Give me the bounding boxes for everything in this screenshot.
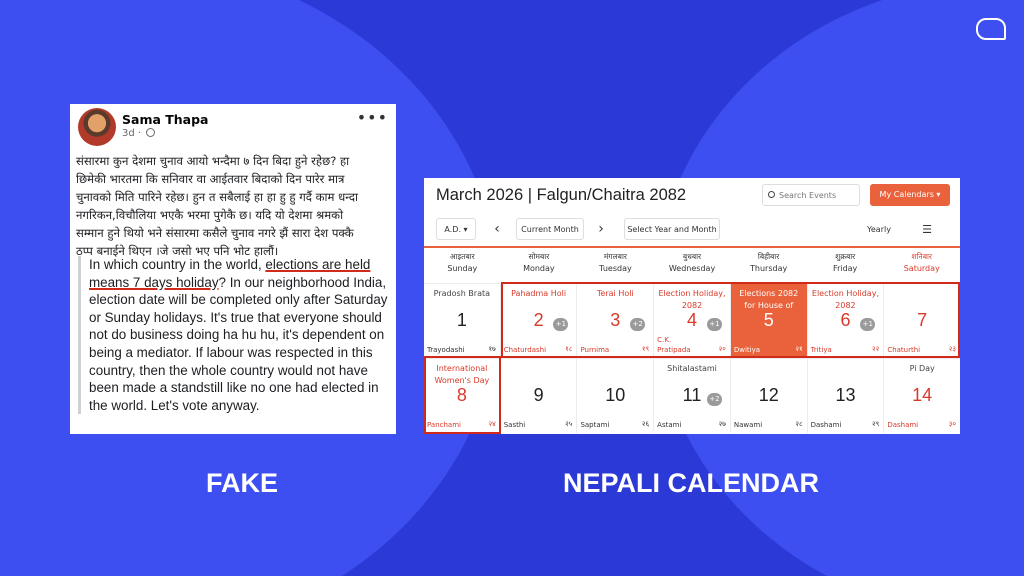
- day-bs-date: २७: [718, 420, 726, 428]
- post-translation: [78, 256, 390, 414]
- fake-label: FAKE: [206, 468, 279, 498]
- calendar-day-9[interactable]: [500, 358, 577, 433]
- weekday-tuesday: [577, 251, 654, 281]
- day-number: 8: [456, 385, 467, 405]
- weekday-np: बिहीबार: [757, 252, 780, 261]
- day-tithi: Nawami: [733, 421, 763, 429]
- calendar-day-11[interactable]: [653, 358, 730, 433]
- weekday-en: Thursday: [750, 264, 788, 273]
- more-events-badge[interactable]: +1: [553, 318, 568, 331]
- day-number: 6: [840, 310, 851, 330]
- more-events-badge[interactable]: +1: [860, 318, 875, 331]
- day-event[interactable]: Shitalastami: [667, 364, 717, 373]
- weekday-en: Friday: [833, 264, 858, 273]
- day-number: 2: [533, 310, 544, 330]
- post-time-text: 3d: [122, 128, 135, 139]
- weekday-np: सोमबार: [528, 252, 550, 261]
- day-number: 13: [835, 385, 856, 405]
- calendar-divider: [424, 246, 960, 248]
- weekday-np: बुधबार: [682, 252, 702, 261]
- post-timestamp[interactable]: 3d ·: [122, 128, 155, 139]
- day-tithi: Chaturdashi: [503, 346, 547, 354]
- day-event[interactable]: Election Holiday, 2082: [658, 289, 726, 310]
- day-bs-date: २८: [795, 420, 803, 428]
- weekday-en: Tuesday: [599, 264, 632, 273]
- facebook-post: [70, 104, 396, 434]
- highlight-box-election-week: [501, 282, 960, 358]
- day-number: 1: [456, 310, 467, 330]
- day-number: 4: [687, 310, 698, 330]
- calendar-day-14[interactable]: [883, 358, 960, 433]
- day-event[interactable]: Elections 2082 for House of: [739, 289, 799, 310]
- day-bs-date: ३०: [948, 420, 957, 428]
- calendar-title: March 2026 | Falgun/Chaitra 2082: [436, 186, 687, 204]
- day-number: 10: [605, 385, 626, 405]
- day-bs-date: २०: [718, 345, 726, 353]
- day-tithi: Tritiya: [810, 346, 832, 354]
- day-bs-date: १८: [565, 345, 573, 353]
- globe-icon: [146, 128, 155, 137]
- calendar-day-12[interactable]: [730, 358, 807, 433]
- weekday-np: शुक्रबार: [835, 252, 856, 261]
- day-bs-date: १९: [641, 345, 650, 353]
- era-select[interactable]: A.D. ▾: [436, 218, 476, 240]
- weekday-thursday: [730, 251, 807, 281]
- day-event[interactable]: Pi Day: [909, 364, 935, 373]
- day-bs-date: २४: [488, 420, 496, 428]
- day-bs-date: २२: [872, 345, 880, 353]
- day-bs-date: २३: [948, 345, 957, 353]
- day-event[interactable]: Pradosh Brata: [433, 289, 491, 298]
- weekday-header: [424, 251, 960, 281]
- day-bs-date: २६: [641, 420, 650, 428]
- day-number: 14: [912, 385, 933, 405]
- weekday-en: Monday: [523, 264, 555, 273]
- weekday-en: Saturday: [903, 264, 940, 273]
- post-author-name[interactable]: Sama Thapa: [122, 112, 209, 127]
- day-number: 3: [610, 310, 621, 330]
- translation-text-before: In which country in the world,: [89, 257, 266, 272]
- calendar-day-13[interactable]: [807, 358, 884, 433]
- calendar-toolbar: [424, 216, 960, 242]
- day-number: 5: [763, 310, 774, 330]
- select-year-month-button[interactable]: Select Year and Month: [624, 218, 720, 240]
- calendar-day-10[interactable]: [576, 358, 653, 433]
- weekday-sunday: [424, 251, 501, 281]
- day-tithi: Panchami: [427, 421, 461, 429]
- weekday-en: Sunday: [447, 264, 478, 273]
- day-bs-date: २१: [795, 345, 803, 353]
- day-event[interactable]: Election Holiday, 2082: [811, 289, 879, 310]
- nepali-calendar: [424, 178, 960, 434]
- more-events-badge[interactable]: +1: [707, 318, 722, 331]
- day-bs-date: २९: [872, 420, 880, 428]
- day-tithi: Astami: [657, 421, 682, 429]
- post-header: [70, 104, 396, 152]
- more-events-badge[interactable]: +2: [707, 393, 722, 406]
- day-tithi: Purnima: [580, 346, 610, 354]
- weekday-np: शनिबार: [911, 252, 932, 261]
- my-calendars-button[interactable]: My Calendars ▾: [870, 184, 950, 206]
- day-number: 11: [682, 385, 702, 405]
- day-tithi: Chaturthi: [887, 346, 921, 354]
- day-number: 12: [758, 385, 779, 405]
- search-icon: [768, 191, 775, 198]
- weekday-monday: [501, 251, 578, 281]
- avatar[interactable]: [78, 108, 116, 146]
- day-tithi: Pratipada: [657, 346, 691, 354]
- translation-highlight: elections are held means 7 days holiday: [89, 257, 371, 290]
- menu-icon[interactable]: ☰: [922, 222, 932, 236]
- post-nepali-text: संसारमा कुन देशमा चुनाव आयो भन्दैमा ७ दिन बिदा हुने रहेेछ? हा छिमेकी भारतमा कि सनिवार वा आईतवार बिदाको दिन पारेर मात्र चुनावको मिति पारिने रहेछ। हुन त सबैलाई हा हा हु हु गर्दै काम धन्दा नगरिकन,विचौलिया भएकै भरमा पुगेकै छ। यदि यो देशमा श्रमको सम्मान हुने थियो भने संसारमा कसैले चुनाव नगरे झैं सारा देश पक्कै ठप्प बनाईने थिएन ।जे जसो भए पनि भोट हालौं।: [76, 154, 359, 258]
- more-events-badge[interactable]: +2: [630, 318, 645, 331]
- day-number: 7: [917, 310, 928, 330]
- search-input[interactable]: [762, 184, 860, 206]
- day-tithi: Sasthi: [503, 421, 526, 429]
- current-month-button[interactable]: Current Month: [516, 218, 584, 240]
- day-event[interactable]: Pahadma Holi: [511, 289, 567, 298]
- day-tithi: Trayodashi: [427, 346, 465, 354]
- day-bs-date: १७: [488, 345, 496, 353]
- day-tithi: Saptami: [580, 421, 610, 429]
- next-month-button[interactable]: ›: [598, 221, 604, 237]
- nepali-calendar-label: NEPALI CALENDAR: [563, 468, 819, 498]
- prev-month-button[interactable]: ‹: [494, 221, 500, 237]
- weekday-np: आइतबार: [449, 252, 475, 261]
- weekday-wednesday: [654, 251, 731, 281]
- day-event[interactable]: Terai Holi: [596, 289, 634, 298]
- highlight-box-day-8: [424, 356, 501, 434]
- translation-text-after: ? In our neighborhood India, election date will be completed only after Saturday or Sunday holidays. It's true that everyone should not do business doing ha hu hu, it's dependent on being a mediator. If labour was respected in this country, then the whole country would not have been made a standstill like no one had elected in the world. Let's vote anyway.: [89, 274, 388, 413]
- view-select[interactable]: Yearly: [867, 224, 891, 234]
- weekday-np: मंगलबार: [603, 252, 627, 261]
- more-options-icon[interactable]: •••: [356, 108, 388, 127]
- weekday-friday: [807, 251, 884, 281]
- calendar-day-1[interactable]: [424, 283, 500, 358]
- search-placeholder: Search Events: [779, 191, 837, 200]
- day-bs-date: २५: [565, 420, 573, 428]
- day-tithi: Dashami: [810, 421, 842, 429]
- day-event[interactable]: International Women's Day: [434, 364, 490, 385]
- day-event-extra: C.K.: [657, 336, 672, 344]
- brand-logo-icon: [976, 18, 1006, 40]
- day-tithi: Dashami: [887, 421, 919, 429]
- calendar-week-2: [424, 358, 960, 433]
- day-number: 9: [533, 385, 544, 405]
- day-tithi: Dwitiya: [733, 346, 761, 354]
- weekday-en: Wednesday: [668, 264, 716, 273]
- weekday-saturday: [883, 251, 960, 281]
